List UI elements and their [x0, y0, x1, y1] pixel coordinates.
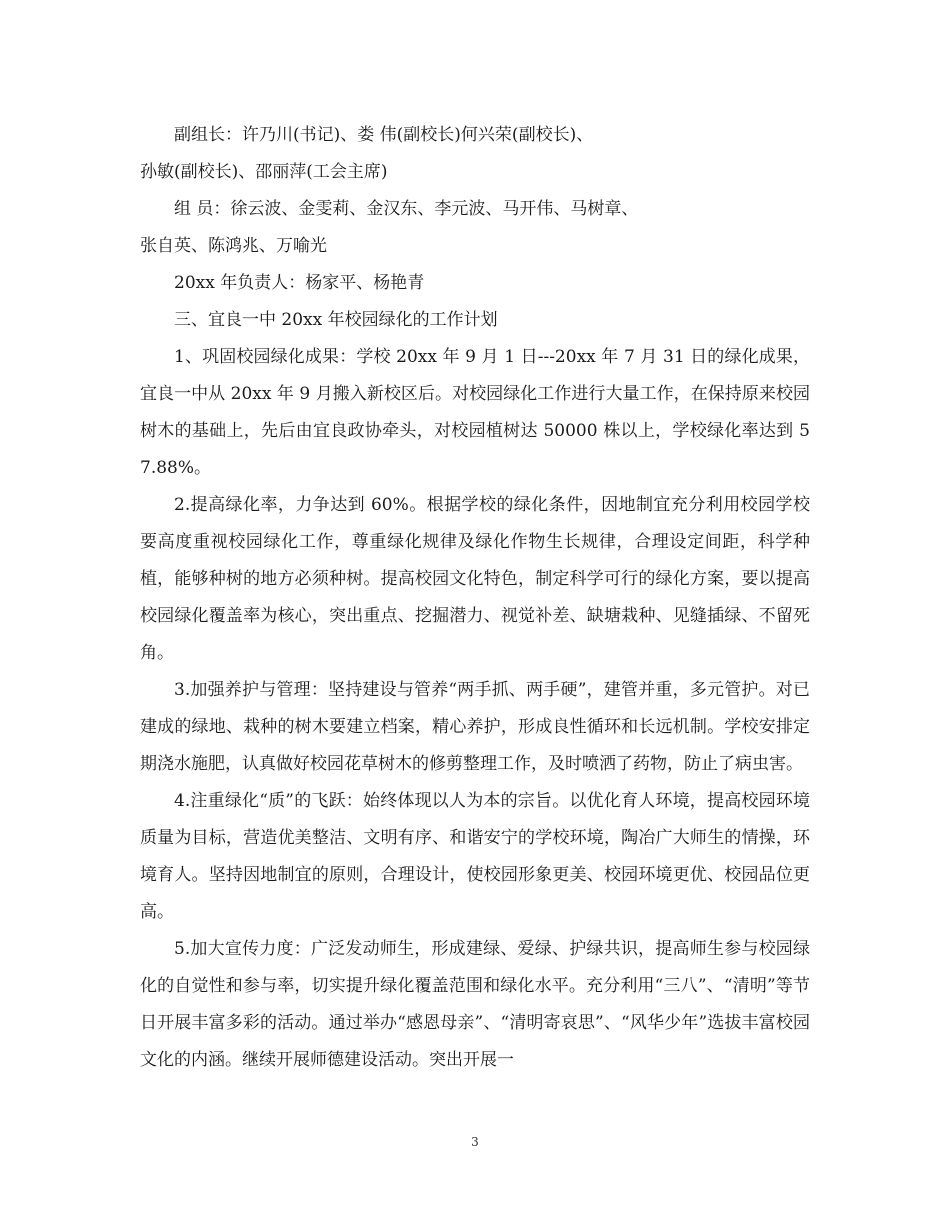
text-line-members-cont: 张自英、陈鸿兆、万喻光 [140, 236, 327, 256]
paragraph-1: 1、巩固校园绿化成果：学校 20xx 年 9 月 1 日---20xx 年 7 月 31 日的绿化成果，宜良一中从 20xx 年 9 月搬入新校区后。对校园绿化工作进行大量工作，在保持原来校园树木的基础上，先后由宜良政协牵头，对校园植树达 50000 株以上，学校绿化率达到 57.88%。 [140, 347, 810, 478]
paragraph-3: 3.加强养护与管理：坚持建设与管养“两手抓、两手硬”，建管并重，多元管护。对已建成的绿地、栽种的树木要建立档案，精心养护，形成良性循环和长远机制。学校安排定期浇水施肥，认真做好校园花草树木的修剪整理工作，及时喷洒了药物，防止了病虫害。 [140, 680, 810, 774]
text-line-deputy-leaders: 副组长：许乃川(书记)、娄 伟(副校长)何兴荣(副校长)、 [174, 125, 594, 145]
section-heading: 三、宜良一中 20xx 年校园绿化的工作计划 [174, 310, 498, 330]
paragraph-4: 4.注重绿化“质”的飞跃：始终体现以人为本的宗旨。以优化育人环境，提高校园环境质量为目标，营造优美整洁、文明有序、和谐安宁的学校环境，陶冶广大师生的情操，环境育人。坚持因地制宜的原则，合理设计，使校园形象更美、校园环境更优、校园品位更高。 [140, 791, 810, 922]
text-line-members: 组 员：徐云波、金雯莉、金汉东、李元波、马开伟、马树章、 [174, 199, 639, 219]
paragraph-2: 2.提高绿化率，力争达到 60%。根据学校的绿化条件，因地制宜充分利用校园学校要高度重视校园绿化工作，尊重绿化规律及绿化作物生长规律，合理设定间距，科学种植，能够种树的地方必须种树。提高校园文化特色，制定科学可行的绿化方案，要以提高校园绿化覆盖率为核心，突出重点、挖掘潜力、视觉补差、缺塘栽种、见缝插绿、不留死角。 [140, 495, 810, 663]
text-line-responsible: 20xx 年负责人：杨家平、杨艳青 [174, 273, 425, 293]
document-body [140, 117, 810, 1079]
page-number: 3 [471, 1135, 479, 1149]
paragraph-5: 5.加大宣传力度：广泛发动师生，形成建绿、爱绿、护绿共识，提高师生参与校园绿化的自觉性和参与率，切实提升绿化覆盖范围和绿化水平。充分利用“三八”、“清明”等节日开展丰富多彩的活动。通过举办“感恩母亲”、“清明寄哀思”、“风华少年”选拔丰富校园文化的内涵。继续开展师德建设活动。突出开展一 [140, 939, 810, 1070]
text-line-deputy-leaders-cont: 孙敏(副校长)、邵丽萍(工会主席) [140, 162, 388, 182]
